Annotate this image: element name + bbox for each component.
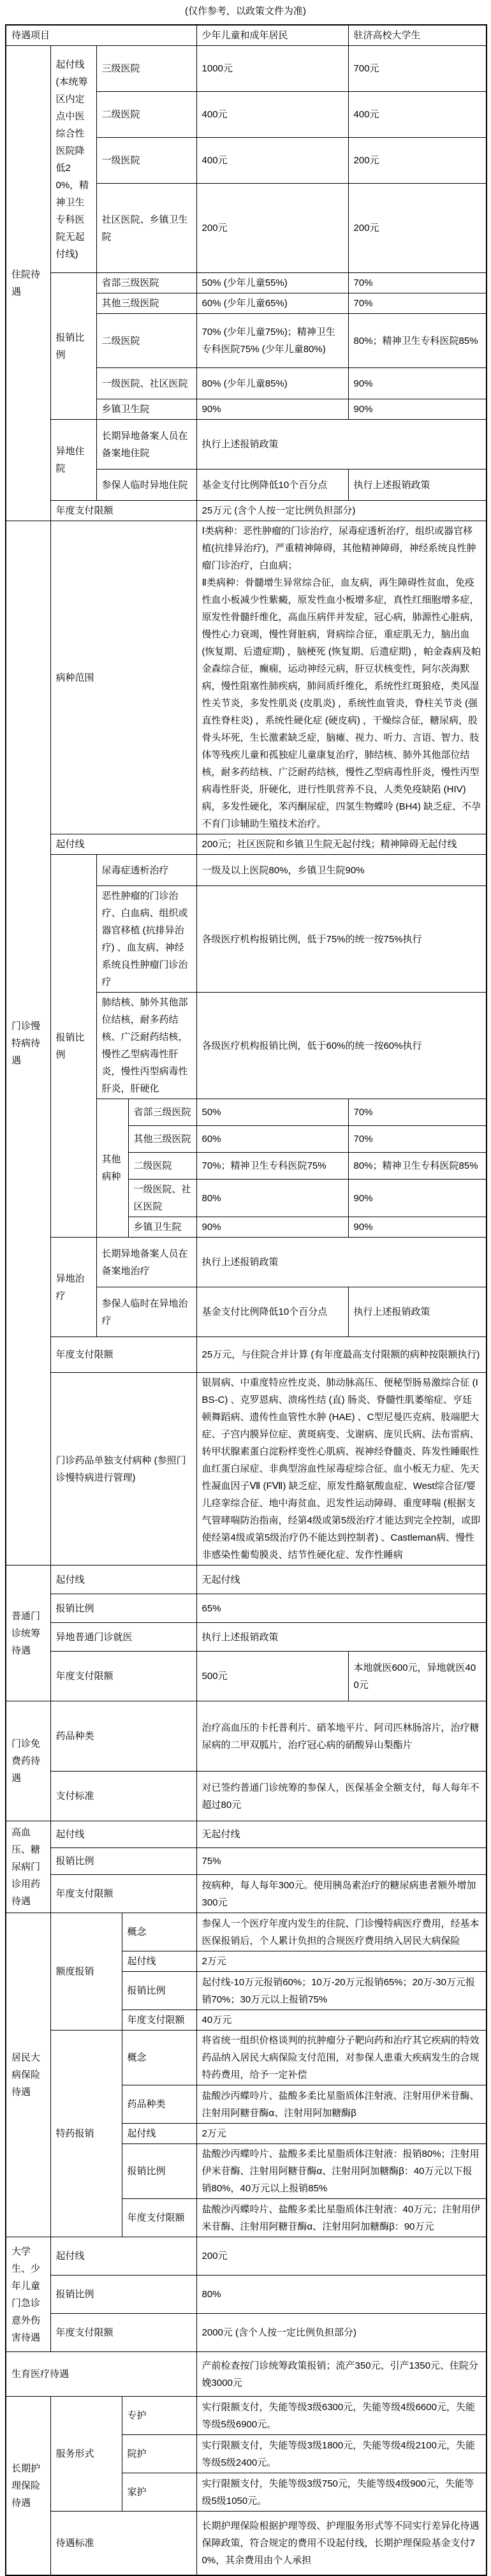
table-row [6, 2031, 487, 2085]
label-limit: 年度支付限额 [50, 1875, 196, 1913]
sub-label: 社区医院、乡镇卫生院 [96, 184, 196, 273]
table-row [6, 2314, 487, 2352]
label-deductible: 起付线 [50, 834, 196, 855]
value-span: 盐酸沙丙蝶呤片、盐酸多柔比星脂质体注射液：报销80%；注射用伊米苷酶、注射用阿糖苷酶α、注射用阿加糖酶β：40万元以下报销80%，40万元以上报销85% [196, 2144, 487, 2199]
value-resident: 50% (少年儿童55%) [196, 273, 348, 293]
label-separate-drugs: 门诊药品单独支付病种 (参照门诊慢特病进行管理) [50, 1373, 196, 1566]
section-critical-illness: 居民大病保险待遇 [6, 1913, 50, 2237]
value-resident: 70%；精神卫生专科医院75% [196, 1153, 348, 1180]
page-title: (仅作参考，以政策文件为准) [185, 6, 306, 17]
sub-label: 二级医院 [96, 314, 196, 368]
label-deductible: 起付线 [50, 1566, 196, 1594]
label-quota: 额度报销 [50, 1913, 122, 2031]
value-resident: 90% [196, 399, 348, 420]
value-span: 实行限额支付，失能等级3级1800元，失能等级4级2100元，失能等级5级2400元。 [196, 2435, 487, 2473]
section-longterm-care: 长期护理保险待遇 [6, 2397, 50, 2575]
section-maternity: 生育医疗待遇 [6, 2352, 196, 2397]
table-row [6, 1594, 487, 1623]
value-span: 40万元 [196, 2010, 487, 2031]
label-ratio: 报销比例 [50, 1848, 196, 1875]
value-span: 实行限额支付，失能等级3级6300元，失能等级4级6600元，失能等级5级6900元。 [196, 2397, 487, 2435]
value-span: 执行上述报销政策 [196, 420, 487, 470]
sub-label: 报销比例 [122, 1972, 196, 2010]
table-row [6, 1821, 487, 1848]
section-outpatient: 普通门诊统筹待遇 [6, 1566, 50, 1701]
value-span: 盐酸沙丙蝶呤片、盐酸多柔比星脂质体注射液：40万元；注射用伊米苷酶、注射用阿糖苷酶α、注射用阿加糖酶β：90万元 [196, 2199, 487, 2237]
sub-label: 年度支付限额 [122, 2199, 196, 2237]
value-span: 2000元 (含个人按一定比例负担部分) [196, 2314, 487, 2352]
value-resident: 基金支付比例降低10个百分点 [196, 470, 348, 501]
header-item: 待遇项目 [6, 25, 196, 46]
sub-label: 乡镇卫生院 [96, 399, 196, 420]
value-resident: 60% (少年儿童65%) [196, 293, 348, 314]
table-row [6, 1337, 487, 1373]
section-student-injury: 大学生、少年儿童门急诊意外伤害待遇 [6, 2237, 50, 2352]
value-resident: 60% [196, 1126, 348, 1153]
value-student: 200元 [348, 184, 487, 273]
value-student: 90% [348, 368, 487, 399]
value-span: 长期护理保险根据护理等级、护理服务形式等不同实行差异化待遇保障政策，符合规定的费用不设起付线，长期护理保险基金支付70%，其余费用由个人承担 [196, 2512, 487, 2575]
value-span: 将省统一组织价格谈判的抗肿瘤分子靶向药和治疗其它疾病的特效药品纳入居民大病保险支付范围，对参保人患重大疾病发生的合规特药费用，给予一定补偿 [196, 2031, 487, 2085]
value-span: 200元 [196, 2237, 487, 2276]
label-scope: 病种范围 [50, 521, 196, 834]
sub-label: 长期异地备案人员在备案地住院 [96, 420, 196, 470]
value-span: 治疗高血压的卡托普利片、硝苯地平片、阿司匹林肠溶片，治疗糖尿病的二甲双胍片，治疗冠心病的硝酸异山梨酯片 [196, 1701, 487, 1772]
value-resident: 1000元 [196, 46, 348, 92]
value-resident: 90% [196, 1217, 348, 1238]
value-student: 70% [348, 1099, 487, 1126]
sub-label: 其他三级医院 [96, 293, 196, 314]
value-resident: 基金支付比例降低10个百分点 [196, 1287, 348, 1337]
table-row [6, 273, 487, 293]
sub-label: 报销比例 [122, 2144, 196, 2199]
label-pay-standard: 支付标准 [50, 1772, 196, 1821]
sub-label: 起付线 [122, 1951, 196, 1972]
sub-label: 参保人临时异地住院 [96, 470, 196, 501]
value-student: 70% [348, 1126, 487, 1153]
value-resident: 400元 [196, 92, 348, 138]
value-student: 90% [348, 1217, 487, 1238]
label-special-drug: 特药报销 [50, 2031, 122, 2237]
section-chronic: 门诊慢特病待遇 [6, 521, 50, 1566]
value-span: 参保人一个医疗年度内发生的住院、门诊慢特病医疗费用，经基本医保报销后，个人累计负担的合规医疗费用纳入居民大病保险 [196, 1913, 487, 1951]
sub-label: 概念 [122, 1913, 196, 1951]
label-ratio: 报销比例 [50, 273, 96, 420]
table-row [6, 521, 487, 834]
sub-label: 药品种类 [122, 2085, 196, 2124]
sub-label: 专护 [122, 2397, 196, 2435]
label-ratio: 报销比例 [50, 2276, 196, 2314]
table-row [6, 1652, 487, 1701]
label-benefit-standard: 待遇标准 [50, 2512, 196, 2575]
value-student: 执行上述报销政策 [348, 1287, 487, 1337]
table-row [6, 1772, 487, 1821]
sub-label: 肺结核、肺外其他部位结核，耐多药结核、广泛耐药结核，慢性乙型病毒性肝炎，慢性丙型病毒性肝炎，肝硬化 [96, 993, 196, 1099]
header-student: 驻济高校大学生 [348, 25, 487, 46]
sub-label: 一级医院、社区医院 [128, 1180, 196, 1217]
value-span: 对已签约普通门诊统筹的参保人，医保基金全额支付，每人每年不超过80元 [196, 1772, 487, 1821]
value-span: 产前检查按门诊统筹政策报销；流产350元、引产1350元、住院分娩3000元 [196, 2352, 487, 2397]
table-row [6, 1875, 487, 1913]
table-row [6, 1913, 487, 1951]
value-span: 25万元，与住院合并计算 (有年度最高支付限额的病种按限额执行) [196, 1337, 487, 1373]
value-student: 80%；精神卫生专科医院85% [348, 314, 487, 368]
value-span: 无起付线 [196, 1566, 487, 1594]
table-row [6, 855, 487, 886]
value-student: 90% [348, 1180, 487, 1217]
sub-label: 二级医院 [96, 92, 196, 138]
value-span: 无起付线 [196, 1821, 487, 1848]
sub-label: 年度支付限额 [122, 2010, 196, 2031]
table-row [6, 1238, 487, 1287]
value-student: 700元 [348, 46, 487, 92]
sub-label: 概念 [122, 2031, 196, 2085]
value-span: 75% [196, 1848, 487, 1875]
label-drug-type: 药品种类 [50, 1701, 196, 1772]
sub-label: 省部三级医院 [96, 273, 196, 293]
value-span: 200元；社区医院和乡镇卫生院无起付线；精神障碍无起付线 [196, 834, 487, 855]
label-other-diseases: 其他病种 [96, 1099, 128, 1238]
value-student: 200元 [348, 138, 487, 184]
value-span: 执行上述报销政策 [196, 1623, 487, 1652]
table-row [6, 1848, 487, 1875]
value-resident: 50% [196, 1099, 348, 1126]
table-row [6, 2237, 487, 2276]
value-span: 2万元 [196, 2124, 487, 2144]
table-row [6, 420, 487, 470]
label-ratio: 报销比例 [50, 1594, 196, 1623]
benefits-table [5, 24, 487, 2576]
value-span: 盐酸沙丙蝶呤片、盐酸多柔比星脂质体注射液、注射用伊米苷酶、注射用阿糖苷酶α、注射用阿加糖酶β [196, 2085, 487, 2124]
section-hospital: 住院待遇 [6, 46, 50, 521]
sub-label: 二级医院 [128, 1153, 196, 1180]
sub-label: 起付线 [122, 2124, 196, 2144]
label-remote: 异地治疗 [50, 1238, 96, 1337]
sub-label: 其他三级医院 [128, 1126, 196, 1153]
label-limit: 年度支付限额 [50, 1337, 196, 1373]
table-row [6, 1623, 487, 1652]
value-student: 90% [348, 399, 487, 420]
label-remote: 异地普通门诊就医 [50, 1623, 196, 1652]
value-resident: 80% (少年儿童85%) [196, 368, 348, 399]
table-row [6, 501, 487, 521]
value-student: 70% [348, 293, 487, 314]
value-resident: 70% (少年儿童75%)；精神卫生专科医院75% (少年儿童80%) [196, 314, 348, 368]
sub-label: 家护 [122, 2473, 196, 2512]
value-span: 65% [196, 1594, 487, 1623]
value-student: 本地就医600元，异地就医400元 [348, 1652, 487, 1701]
sub-label: 尿毒症透析治疗 [96, 855, 196, 886]
sub-label: 恶性肿瘤的门诊治疗、白血病、组织或器官移植 (抗排异治疗) 、血友病、神经系统良性肿瘤门诊治疗 [96, 886, 196, 993]
section-free-drug: 门诊免费药待遇 [6, 1701, 50, 1821]
value-resident: 500元 [196, 1652, 348, 1701]
table-row [6, 1373, 487, 1566]
value-span: 起付线-10万元报销60%；10万-20万元报销65%；20万-30万元报销70%；30万元以上报销75% [196, 1972, 487, 2010]
sub-label: 长期异地备案人员在备案地治疗 [96, 1238, 196, 1287]
value-student: 执行上述报销政策 [348, 470, 487, 501]
value-span: 银屑病、中重度特应性皮炎、肺动脉高压、便秘型肠易激综合征 (IBS-C) 、克罗恩病、溃疡性结 (直) 肠炎、脊髓性肌萎缩症、亨廷顿舞蹈病、遗传性血管性水肿 (HAE) 、C型尼曼匹克病、肢端肥大症、子宫内膜异位症、黄斑病变、戈谢病、庞贝氏病、法布雷病、转甲状腺素蛋白淀粉样变性心肌病、视神经脊髓炎、阵发性睡眠性血红蛋白尿症、非典型溶血性尿毒症综合征、血小板无力症、先天性凝血因子Ⅶ (FⅦ) 缺乏症、原发性酪氨酸血症、West综合征/婴儿痉挛综合征、地中海贫血、迟发性运动障碍、重度哮喘 (根据支气管哮喘防治指南，经第4级或第5级治疗才能达到完全控制，或即使经第4级或第5级治疗仍不能达到控制者) 、Castleman病、慢性非感染性葡萄膜炎、结节性硬化症、发作性睡病 [196, 1373, 487, 1566]
label-deductible: 起付线 [50, 1821, 196, 1848]
table-row [6, 834, 487, 855]
section-htn-dm: 高血压、糖尿病门诊用药待遇 [6, 1821, 50, 1913]
label-ratio: 报销比例 [50, 855, 96, 1238]
value-span: 按病种，每人每年300元。使用胰岛素治疗的糖尿病患者额外增加300元 [196, 1875, 487, 1913]
label-deductible: 起付线 (本统筹区内定点中医综合性医院降低20%，精神卫生专科医院无起付线) [50, 46, 96, 273]
value-span: 2万元 [196, 1951, 487, 1972]
value-span: 80% [196, 2276, 487, 2314]
sub-label: 参保人临时在异地治疗 [96, 1287, 196, 1337]
table-row [6, 2276, 487, 2314]
value-span: 执行上述报销政策 [196, 1238, 487, 1287]
value-span: 各级医疗机构报销比例，低于75%的统一按75%执行 [196, 886, 487, 993]
sub-label: 省部三级医院 [128, 1099, 196, 1126]
table-row [6, 2512, 487, 2575]
header-resident: 少年儿童和成年居民 [196, 25, 348, 46]
table-row [6, 2352, 487, 2397]
table-row [6, 1701, 487, 1772]
value-span: 25万元 (含个人按一定比例负担部分) [196, 501, 487, 521]
value-resident: 80% [196, 1180, 348, 1217]
label-limit: 年度支付限额 [50, 501, 196, 521]
label-limit: 年度支付限额 [50, 1652, 196, 1701]
label-limit: 年度支付限额 [50, 2314, 196, 2352]
header-row [6, 25, 487, 46]
sub-label: 一级医院 [96, 138, 196, 184]
label-deductible: 起付线 [50, 2237, 196, 2276]
sub-label: 乡镇卫生院 [128, 1217, 196, 1238]
table-row [6, 1566, 487, 1594]
scope-class1: Ⅰ类病种：恶性肿瘤的门诊治疗，尿毒症透析治疗，组织或器官移植(抗排异治疗)，严重精神障碍，其他精神障碍，神经系统良性肿瘤门诊治疗，白血病； [202, 526, 476, 571]
value-span: 各级医疗机构报销比例，低于60%的统一按60%执行 [196, 993, 487, 1099]
value-span: 一级及以上医院80%，乡镇卫生院90% [196, 855, 487, 886]
value-student: 400元 [348, 92, 487, 138]
sub-label: 三级医院 [96, 46, 196, 92]
label-remote: 异地住院 [50, 420, 96, 501]
table-row [6, 2397, 487, 2435]
scope-class2: Ⅱ类病种：骨髓增生异常综合征，血友病，再生障碍性贫血，免疫性血小板减少性紫癜，原发性血小板增多症，真性红细胞增多症，原发性骨髓纤维化，高血压病伴并发症，冠心病，肺源性心脏病，慢性心力衰竭，慢性肾脏病，肾病综合征，重症肌无力，脑出血 (恢复期、后遗症期) ，脑梗死 (恢复期、后遗症期) ，帕金森病及帕金森综合征，癫痫，运动神经元病，肝豆状核变性，阿尔茨海默病，慢性阻塞性肺疾病，肺间质纤维化，系统性红斑狼疮，类风湿性关节炎，多发性肌炎 (皮肌炎) ，系统性血管炎，脊柱关节炎 (强直性脊柱炎) ，系统性硬化症 (硬皮病) ，干燥综合征，糖尿病，股骨头坏死，生长激素缺乏症，脑瘫、视力、听力、言语、智力、肢体等残疾儿童和孤独症儿童康复治疗，肺结核、肺外其他部位结核，耐多药结核、广泛耐药结核，慢性乙型病毒性肝炎，慢性丙型病毒性肝炎，肝硬化，进行性肌营养不良，人类免疫缺陷 (HIV) 病，多发性硬化，苯丙酮尿症，四氢生物蝶呤 (BH4) 缺乏症、不孕不育门诊辅助生殖技术治疗。 [202, 577, 481, 829]
value-resident: 400元 [196, 138, 348, 184]
sub-label: 一级医院、社区医院 [96, 368, 196, 399]
value-resident: 200元 [196, 184, 348, 273]
value-student: 80%；精神卫生专科医院85% [348, 1153, 487, 1180]
table-row [6, 46, 487, 92]
sub-label: 院护 [122, 2435, 196, 2473]
value-span [196, 521, 487, 834]
value-span: 实行限额支付，失能等级3级750元，失能等级4级900元，失能等级5级1050元。 [196, 2473, 487, 2512]
label-service-form: 服务形式 [50, 2397, 122, 2512]
value-student: 70% [348, 273, 487, 293]
